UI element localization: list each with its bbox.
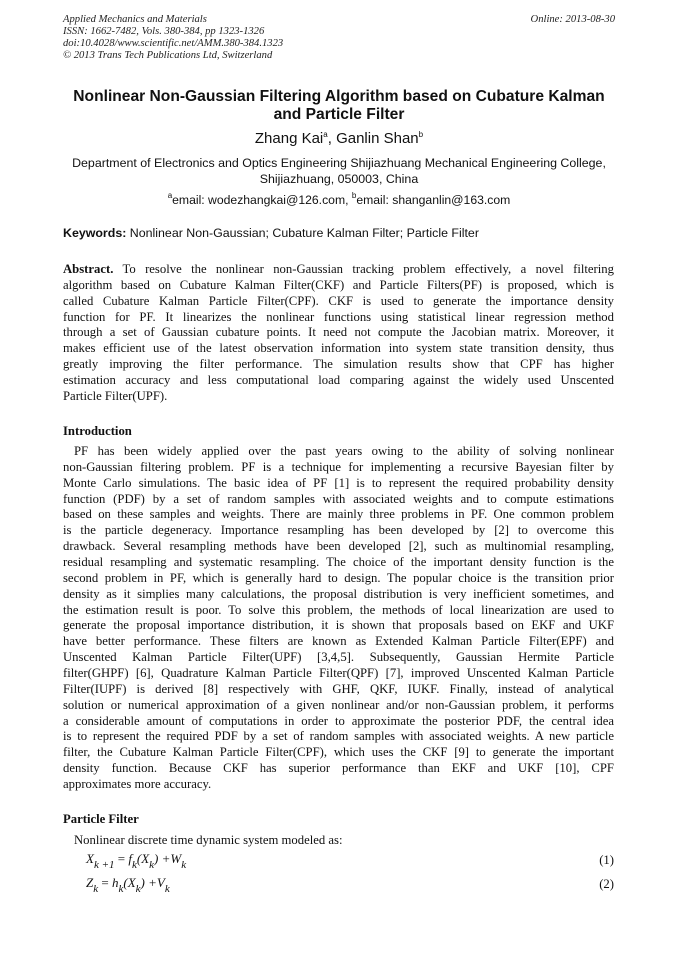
abstract-line: function for PF. It linearizes the nonlinear functions using statistical linear regression method <box>63 309 614 324</box>
introduction-line: approximates more accuracy. <box>63 777 212 792</box>
introduction-line: filter(GHPF) [6], Quadrature Kalman Particle Filter(QPF) [7], improved Unscented Kalman Particle <box>63 666 614 681</box>
eq2-h-sub: k <box>118 883 124 895</box>
introduction-line: second problem in PF, which is generally hard to design. The popular choice is the transition prior <box>63 570 614 585</box>
eq2-z-sub: k <box>93 883 99 895</box>
introduction-line: is to represent the required PDF by a set of random samples with associated weights. A new particle <box>63 729 614 744</box>
eq2-v-sub: k <box>164 883 170 895</box>
keywords-text: Nonlinear Non-Gaussian; Cubature Kalman Filter; Particle Filter <box>126 226 479 240</box>
abstract-text: To resolve the nonlinear non-Gaussian tracking problem effectively, a novel filtering <box>113 262 614 276</box>
introduction-line: drawback. Several resampling methods have been developed [2], such as multinomial resampling, <box>63 539 614 554</box>
eq1-w-sub: k <box>181 859 187 871</box>
abstract-line: Particle Filter(UPF). <box>63 388 168 403</box>
introduction-line: the estimation result is poor. To solve this problem, the methods of local linearization are used to <box>63 602 614 617</box>
eq1-x-sub: k +1 <box>93 859 115 871</box>
authors <box>0 130 678 147</box>
email-a[interactable]: email: wodezhangkai@126.com, <box>172 193 352 207</box>
affiliation-line-2: Shijiazhuang, 050003, China <box>259 172 419 186</box>
keywords-label: Keywords: <box>63 226 127 240</box>
introduction-line: have better performance. These filters are known as Extended Kalman Particle Filter(EPF) and <box>63 634 614 649</box>
abstract-line: called Cubature Kalman Particle Filter(CPF). CKF is used to generate the importance density <box>63 293 614 308</box>
eq1-arg: (X <box>136 851 150 866</box>
introduction-line: PF has been widely applied over the past years owing to the ability of solving nonlinear <box>74 444 614 458</box>
eq2-z: Z <box>86 875 94 890</box>
email-a-sup: a <box>167 191 173 200</box>
emails <box>0 191 678 207</box>
particle-filter-intro: Nonlinear discrete time dynamic system modeled as: <box>74 833 343 847</box>
author-2: Ganlin Shan <box>336 130 419 147</box>
abstract-label: Abstract. <box>63 262 114 276</box>
introduction-line: a considerable amount of computations in order to approximate the posterior PDF, the central idea <box>63 713 614 728</box>
abstract-line: through a set of Gaussian cubature points. It need not compute the Jacobian matrix. Moreover, it <box>63 325 614 340</box>
title-line-2: and Particle Filter <box>273 106 405 123</box>
introduction-line: filter, the Cubature Kalman Particle Filter(CPF), which uses the CKF [9] to generate the important <box>63 745 614 760</box>
author-2-sup: b <box>418 130 424 139</box>
eq2-v: ) +V <box>140 875 165 890</box>
eq2-arg: (X <box>123 875 136 890</box>
equation-1 <box>86 851 186 871</box>
eq1-f-sub: k <box>131 859 137 871</box>
eq2-h: h <box>111 875 119 890</box>
eq1-w: ) +W <box>154 851 182 866</box>
journal-header <box>63 14 283 62</box>
email-b[interactable]: email: shanganlin@163.com <box>356 193 511 207</box>
journal-name: Applied Mechanics and Materials <box>63 14 207 25</box>
eq1-f: f <box>128 851 132 866</box>
author-1: Zhang Kai <box>254 130 324 147</box>
introduction-line: Unscented Kalman Particle Filter(UPF) [3,4,5]. Subsequently, Gaussian Hermite Particle <box>63 650 614 665</box>
equation-1-number: (1) <box>599 853 614 867</box>
eq2-arg-sub: k <box>135 883 141 895</box>
affiliation-line-1: Department of Electronics and Optics Engineering Shijiazhuang Mechanical Engineering College, <box>72 156 606 170</box>
author-1-sup: a <box>323 130 328 139</box>
equation-2 <box>86 875 170 895</box>
introduction-line: solution or numerical approximation of a given nonlinear and/or non-Gaussian problem, it performs <box>63 697 614 712</box>
introduction-line: Monte Carlo simulations. The basic idea of PF [1] is to represent the required probability density <box>63 475 614 490</box>
introduction-line: is the particle degeneracy. Importance resampling has been developed by [2] to overcome this <box>63 523 614 538</box>
eq2-equals: = <box>98 875 112 890</box>
abstract <box>63 262 614 405</box>
copyright: © 2013 Trans Tech Publications Ltd, Switzerland <box>63 50 273 61</box>
introduction-line: function (PDF) by a set of random samples with associated weights and to compute estimations <box>63 491 614 506</box>
keywords <box>63 226 479 240</box>
affiliation <box>0 155 678 187</box>
introduction-line: residual resampling and systematic resampling. The choice of the important density function is the <box>63 555 614 570</box>
doi: doi:10.4028/www.scientific.net/AMM.380-384.1323 <box>63 38 284 49</box>
abstract-line <box>63 262 614 278</box>
abstract-line: algorithm based on Cubature Kalman Filter(CKF) and Particle Filters(PF) is proposed, which is <box>63 277 614 292</box>
introduction-line: density as it simplies many calculations, the proposal distribution is very inefficient sometimes, and <box>63 586 614 601</box>
introduction-line: generate the proposal importance distribution, it is shown that proposals based on EKF and UKF <box>63 618 614 633</box>
eq1-arg-sub: k <box>149 859 155 871</box>
introduction-line: non-Gaussian filtering problem. PF is a technique for implementing a recursive Bayesian filter by <box>63 459 614 474</box>
abstract-line: greatly improving the filter performance. The simulation results show that CPF has higher <box>63 357 614 372</box>
abstract-line: makes efficient use of the latest observation information into system state transition density, thus <box>63 341 614 356</box>
abstract-line: estimation accuracy and less computational load comparing against the widely used Unscented <box>63 373 614 388</box>
introduction-line: based on these samples and weights. There are mainly three problems in PF. One common problem <box>63 507 614 522</box>
email-b-sup: b <box>351 191 357 200</box>
title-line-1: Nonlinear Non-Gaussian Filtering Algorithm based on Cubature Kalman <box>73 88 605 105</box>
paper-title <box>0 88 678 124</box>
eq1-x: X <box>86 851 94 866</box>
equation-2-number: (2) <box>599 877 614 891</box>
eq1-equals: = <box>114 851 129 866</box>
introduction-line: density function. Because CKF has superior performance than EKF and UKF [10], CPF <box>63 761 614 776</box>
author-sep: , <box>327 130 337 147</box>
introduction-line: Filter(IUPF) is derived [8] respectively with GHF, QKF, IUKF. Finally, instead of analytical <box>63 681 614 696</box>
introduction-heading: Introduction <box>63 424 132 438</box>
issn: ISSN: 1662-7482, Vols. 380-384, pp 1323-1326 <box>63 26 265 37</box>
particle-filter-heading: Particle Filter <box>63 812 139 826</box>
introduction-body <box>63 444 614 793</box>
online-date: Online: 2013-08-30 <box>530 14 615 25</box>
